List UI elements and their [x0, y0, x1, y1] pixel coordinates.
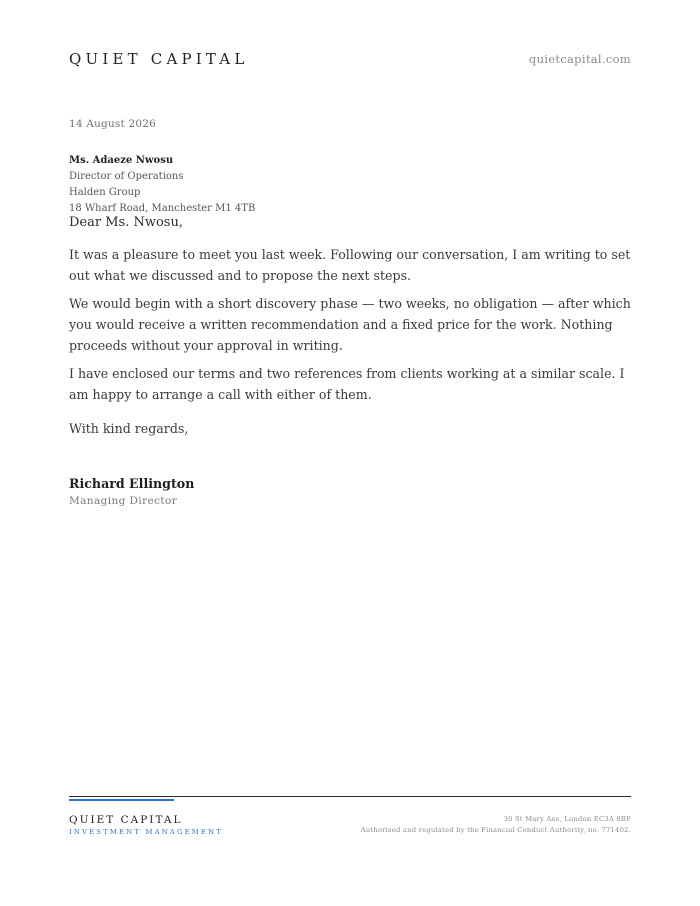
footer-regulation: Authorised and regulated by the Financial Conduct Authority, no. 771402. — [360, 826, 631, 834]
letter-body — [69, 244, 631, 412]
signer-name: Richard Ellington — [69, 476, 195, 491]
body-paragraph: We would begin with a short discovery phase — two weeks, no obligation — after which you would receive a written recommendation and a fixed price for the work. Nothing proceeds without your approval in writing. — [69, 296, 631, 353]
body-paragraph: I have enclosed our terms and two references from clients working at a similar scale. I am happy to arrange a call with either of them. — [69, 366, 625, 402]
body-paragraph: It was a pleasure to meet you last week. Following our conversation, I am writing to set out what we discussed and to propose the next steps. — [69, 247, 631, 283]
salutation: Dear Ms. Nwosu, — [69, 215, 183, 230]
recipient-block — [69, 153, 255, 217]
website-link[interactable]: quietcapital.com — [528, 52, 631, 66]
letter-date: 14 August 2026 — [69, 118, 156, 130]
signer-title: Managing Director — [69, 495, 178, 507]
recipient-company: Halden Group — [69, 187, 141, 198]
closing-line: With kind regards, — [69, 421, 189, 436]
footer-address: 30 St Mary Axe, London EC3A 8BF — [503, 815, 631, 823]
footer-accent-bar — [69, 799, 174, 801]
footer-subtitle: INVESTMENT MANAGEMENT — [69, 828, 223, 836]
recipient-address: 18 Wharf Road, Manchester M1 4TB — [69, 203, 256, 214]
recipient-title: Director of Operations — [69, 171, 184, 182]
footer-divider — [69, 796, 631, 797]
brand-logo-text: QUIET CAPITAL — [69, 50, 249, 68]
footer-brand: QUIET CAPITAL — [69, 814, 183, 826]
recipient-name: Ms. Adaeze Nwosu — [69, 155, 174, 166]
